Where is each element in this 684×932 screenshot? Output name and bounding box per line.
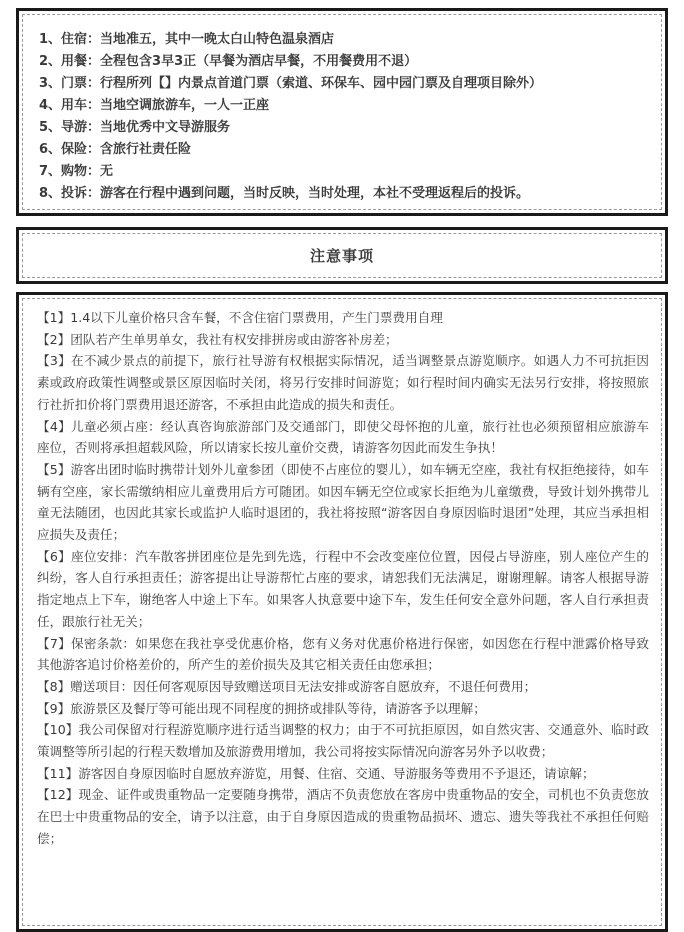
inclusion-item: 8、投诉：游客在行程中遇到问题，当时反映，当时处理，本社不受理返程后的投诉。 — [39, 186, 530, 201]
inclusion-item: 5、导游：当地优秀中文导游服务 — [39, 120, 231, 135]
notice-item: 【6】座位安排：汽车散客拼团座位是先到先选，行程中不会改变座位位置，因侵占导游座，别人座位产生的纠纷，客人自行承担责任；游客提出让导游帮忙占座的要求，请恕我们无法满足，谢谢理解。请客人根据导游指定地点上下车，谢绝客人中途上下车。如果客人执意要中途下车，发生任何安全意外问题，客人自行承担责任，跟旅行社无关； — [37, 548, 649, 629]
notice-item: 【9】旅游景区及餐厅等可能出现不同程度的拥挤或排队等待，请游客予以理解； — [37, 700, 486, 716]
notice-item: 【2】团队若产生单男单女，我社有权安排拼房或由游客补房差； — [37, 331, 398, 347]
inclusion-item: 2、用餐：全程包含3早3正（早餐为酒店早餐，不用餐费用不退） — [39, 54, 418, 69]
notice-item: 【8】赠送项目：因任何客观原因导致赠送项目无法安排或游客自愿放弃，不退任何费用； — [37, 678, 537, 694]
notice-item: 【7】保密条款：如果您在我社享受优惠价格，您有义务对优惠价格进行保密，如因您在行程中泄露价格导致其他游客追讨价格差价的，所产生的差价损失及其它相关责任由您承担； — [37, 635, 649, 673]
inclusion-item: 7、购物：无 — [39, 164, 114, 179]
notice-title-panel — [16, 227, 668, 284]
inclusions-panel — [16, 8, 668, 216]
notices-list — [22, 298, 662, 926]
notices-panel — [16, 292, 668, 932]
notice-item: 【4】儿童必须占座：经认真咨询旅游部门及交通部门，即使父母怀抱的儿童，旅行社也必须预留相应旅游车座位，否则将承担超载风险，所以请家长按儿童价交费，请游客勿因此而发生争执！ — [37, 418, 649, 456]
inclusion-item: 1、住宿：当地准五，其中一晚太白山特色温泉酒店 — [39, 32, 335, 47]
inclusion-item: 4、用车：当地空调旅游车，一人一正座 — [39, 98, 270, 113]
inclusion-item: 3、门票：行程所列【】内景点首道门票（索道、环保车、园中园门票及自理项目除外） — [39, 76, 543, 91]
inclusion-item: 6、保险：含旅行社责任险 — [39, 142, 192, 157]
notice-item: 【10】我公司保留对行程游览顺序进行适当调整的权力；由于不可抗拒原因，如自然灾害、交通意外、临时政策调整等所引起的行程天数增加及旅游费用增加，我公司将按实际情况向游客另外予以收费； — [37, 722, 649, 760]
notice-item: 【1】1.4以下儿童价格只含车餐，不含住宿门票费用，产生门票费用自理 — [37, 310, 443, 325]
notice-item: 【3】在不减少景点的前提下，旅行社导游有权根据实际情况，适当调整景点游览顺序。如遇人力不可抗拒因素或政府政策性调整或景区原因临时关闭，将另行安排时间游览；如行程时间内确实无法另行安排，将按照旅行社折扣价将门票费用退还游客，不承担由此造成的损失和责任。 — [37, 353, 649, 412]
notice-title: 注意事项 — [309, 247, 374, 265]
notice-item: 【5】游客出团时临时携带计划外儿童参团（即使不占座位的婴儿），如车辆无空座，我社有权拒绝接待，如车辆有空座，家长需缴纳相应儿童费用后方可随团。如因车辆无空位或家长拒绝为儿童缴费，导致计划外携带儿童无法随团，也因此其家长或监护人临时退团的，我社将按照“游客因自身原因临时退团”处理，其应当承担相应损失及责任； — [37, 461, 649, 543]
notice-item: 【12】现金、证件或贵重物品一定要随身携带，酒店不负责您放在客房中贵重物品的安全，司机也不负责您放在巴士中贵重物品的安全，请予以注意，由于自身原因造成的贵重物品损坏、遗忘、遗失等我社不承担任何赔偿； — [37, 787, 649, 846]
inclusions-list — [22, 14, 662, 210]
notice-item: 【11】游客因自身原因临时自愿放弃游览，用餐、住宿、交通、导游服务等费用不予退还，请谅解； — [37, 765, 595, 781]
